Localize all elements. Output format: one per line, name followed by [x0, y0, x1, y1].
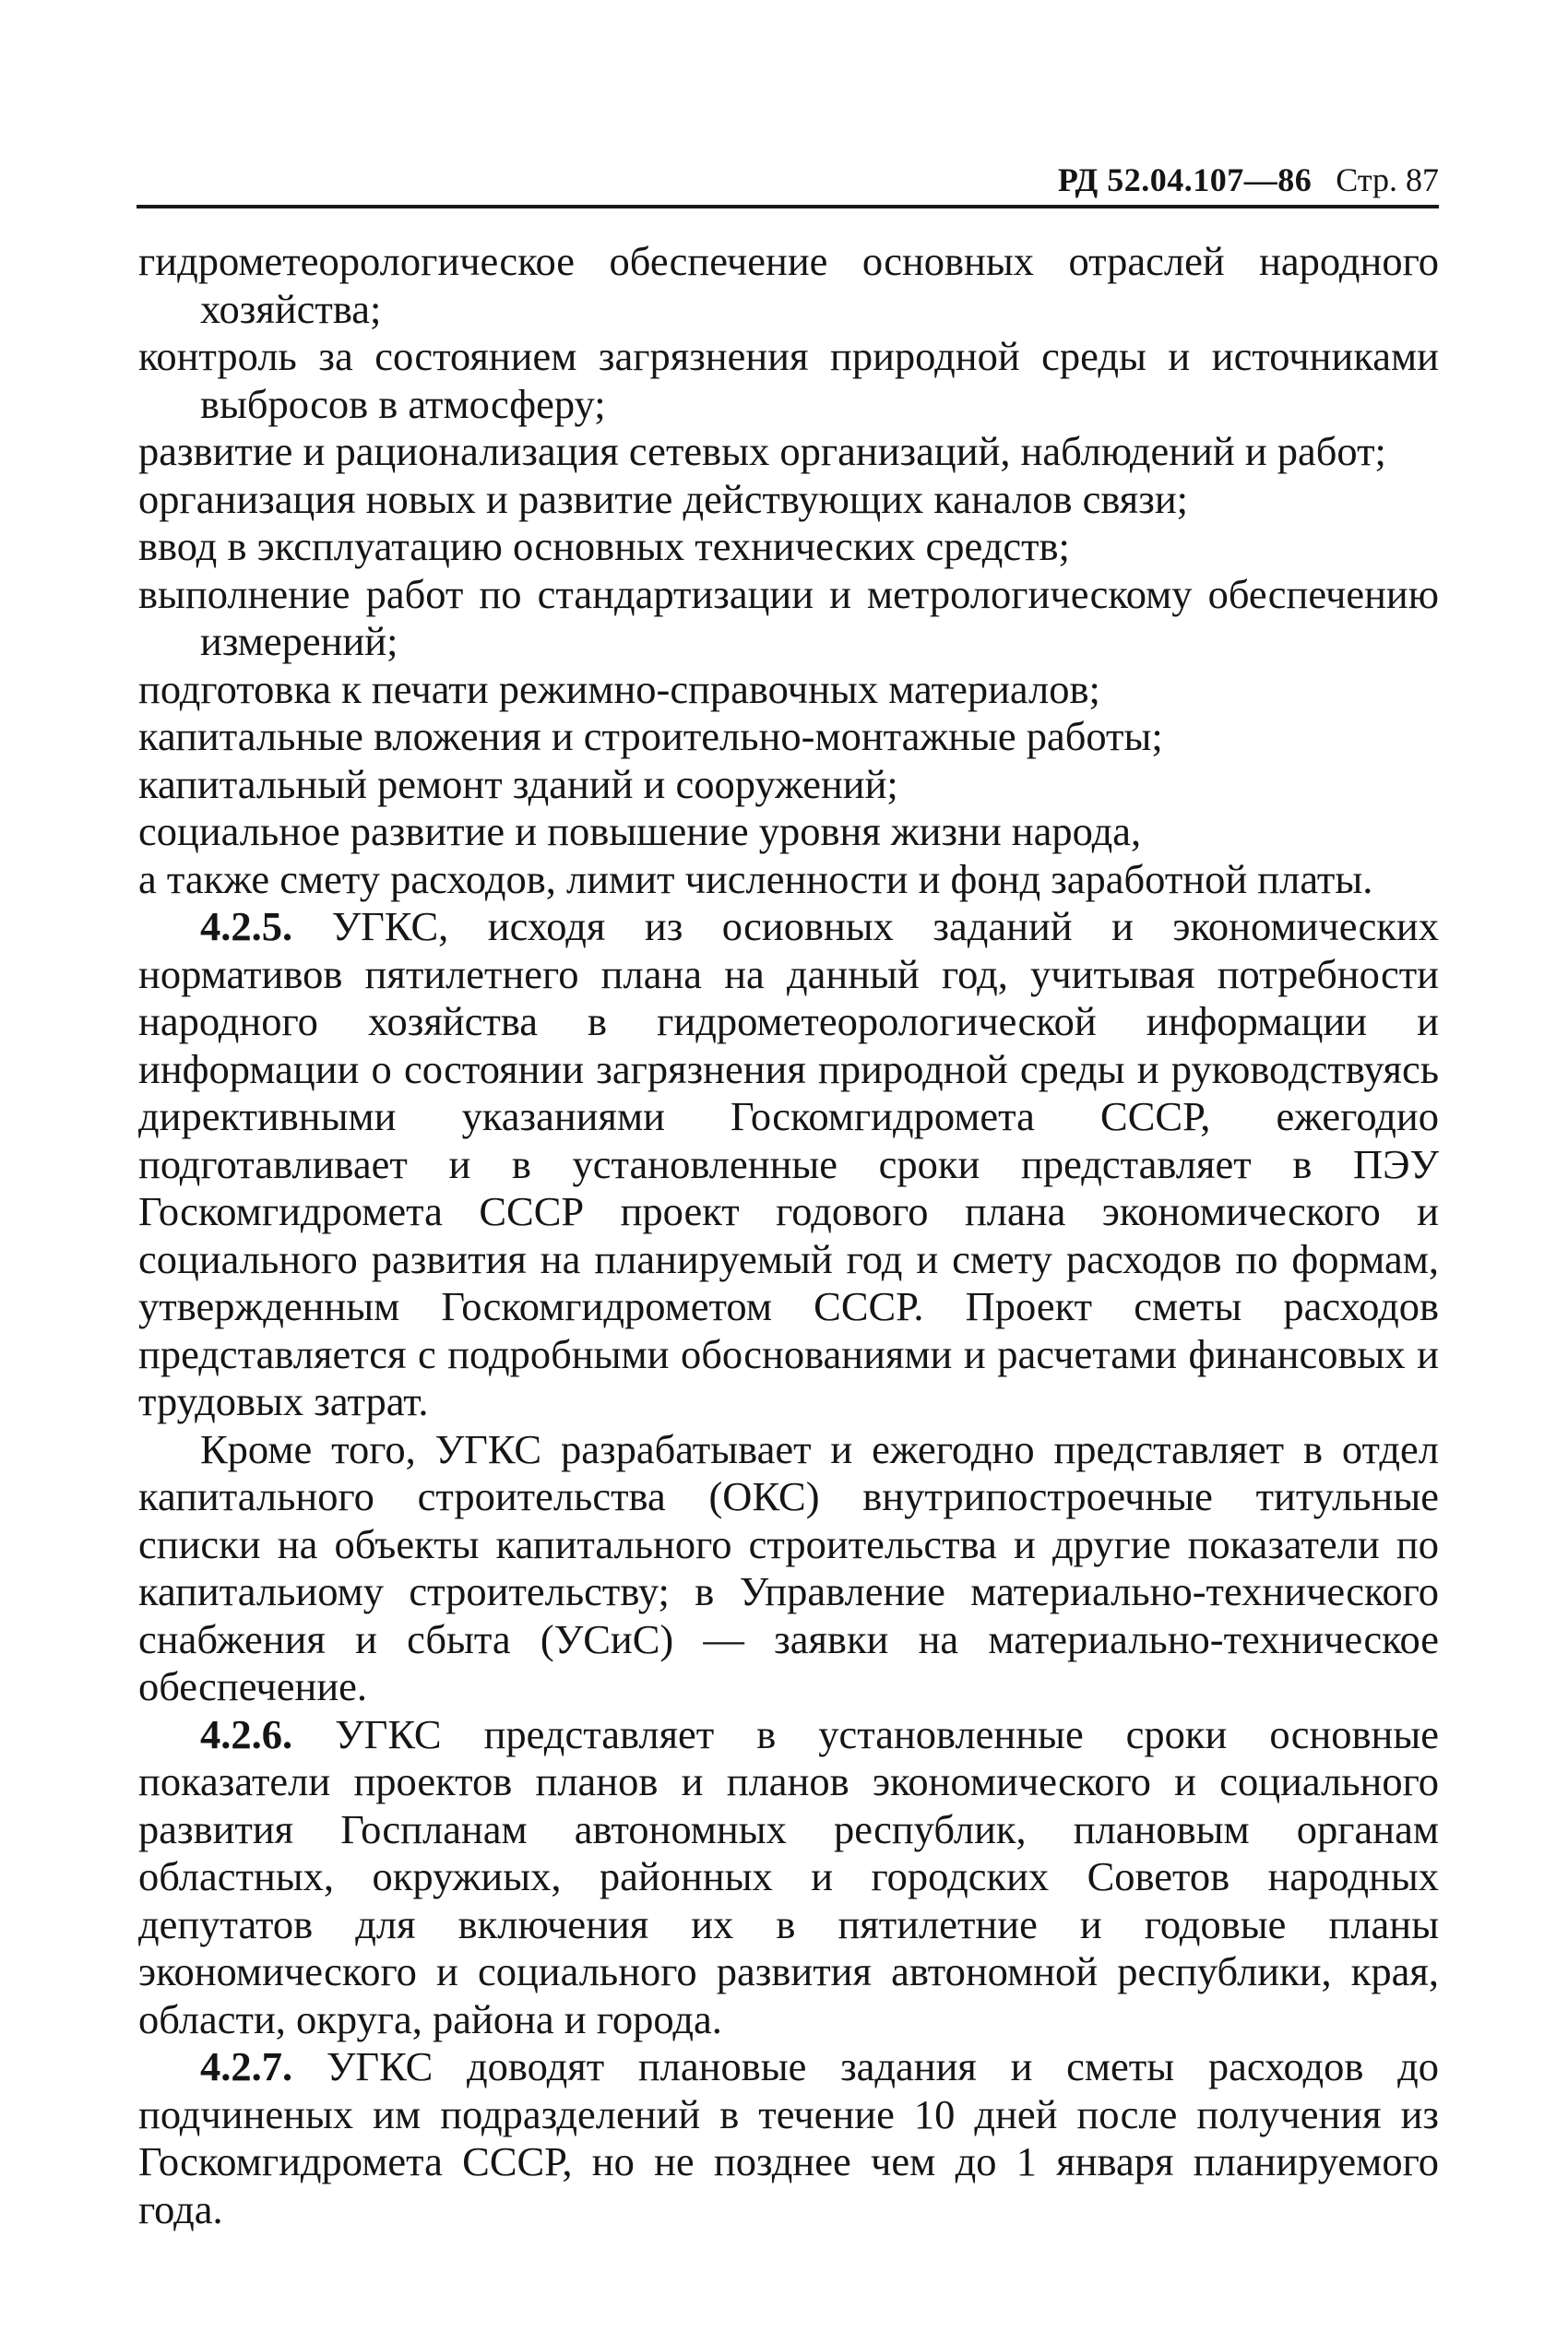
page-number: Стр. 87 [1336, 161, 1439, 198]
paragraph-text: УГКС доводят плановые задания и сметы расходов до подчиненых им подразделений в течение 10 дней после получения из Госкомгидромета СССР, но не позднее чем до 1 января планируемого года. [138, 2043, 1440, 2232]
paragraph-text: УГКС, исходя из осиовных заданий и экономических нормативов пятилетнего плана на данный год, учитывая потребности народного хозяйства в гидрометеорологической информации и информации о состоянии загрязнения природной среды и руководствуясь директивными указаниями Госкомгидромета СССР, ежегодио подготавливает и в установленные сроки представляет в ПЭУ Госкомгидромета СССР проект годового плана экономического и социального развития на планируемый год и смету расходов по формам, утвержденным Госкомгидрометом СССР. Проект сметы расходов представляется с подробными обоснованиями и расчетами финансовых и трудовых затрат. [138, 903, 1440, 1424]
list-item: социальное развитие и повышение уровня жизни народа, [138, 808, 1142, 854]
document-code: РД 52.04.107—86 [1057, 161, 1313, 198]
list-item: капитальные вложения и строительно-монтажные работы; [138, 713, 1163, 759]
paragraph-text: УГКС представляет в установленные сроки основные показатели проектов планов и планов экономического и социального развития Госпланам автономных республик, плановым органам областных, окружиых, районных и городских Советов народных депутатов для включения их в пятилетние и годовые планы экономического и социального развития автономной республики, края, области, округа, района и города. [138, 1710, 1439, 2042]
list-item: контроль за состоянием загрязнения природной среды и источниками выбросов в атмосферу; [138, 333, 1439, 427]
list-item: а также смету расходов, лимит численности и фонд заработной платы. [138, 855, 1373, 902]
page-header [138, 159, 1439, 201]
paragraph-4-2-7 [138, 2043, 1439, 2233]
list-item: выполнение работ по стандартизации и метрологическому обеспечению измерений; [138, 570, 1439, 664]
header-rule [137, 205, 1439, 208]
list-item: капитальный ремонт зданий и сооружений; [138, 760, 898, 807]
section-number: 4.2.7. [200, 2043, 293, 2089]
list-item: гидрометеорологическое обеспечение основных отраслей народного хозяйства; [138, 238, 1439, 332]
section-number: 4.2.6. [200, 1710, 293, 1757]
paragraph-continuation: Кроме того, УГКС разрабатывает и ежегодно представляет в отдел капитального строительства (ОКС) внутрипостроечные титульные списки на объекты капитального строительства и другие показатели по капитальиому строительству; в Управление материально-технического снабжения и сбыта (УСиС) — заявки на материально-техническое обеспечение. [138, 1425, 1439, 1709]
section-number: 4.2.5. [200, 903, 293, 949]
paragraph-4-2-6 [138, 1711, 1439, 2044]
list-item: ввод в эксплуатацию основных технических средств; [138, 523, 1070, 569]
list-item: организация новых и развитие действующих каналов связи; [138, 475, 1189, 522]
body-text [138, 238, 1439, 2233]
list-item: подготовка к печати режимно-справочных материалов; [138, 665, 1100, 712]
paragraph-4-2-5 [138, 903, 1439, 1426]
list-item: развитие и рационализация сетевых организаций, наблюдений и работ; [138, 428, 1386, 474]
